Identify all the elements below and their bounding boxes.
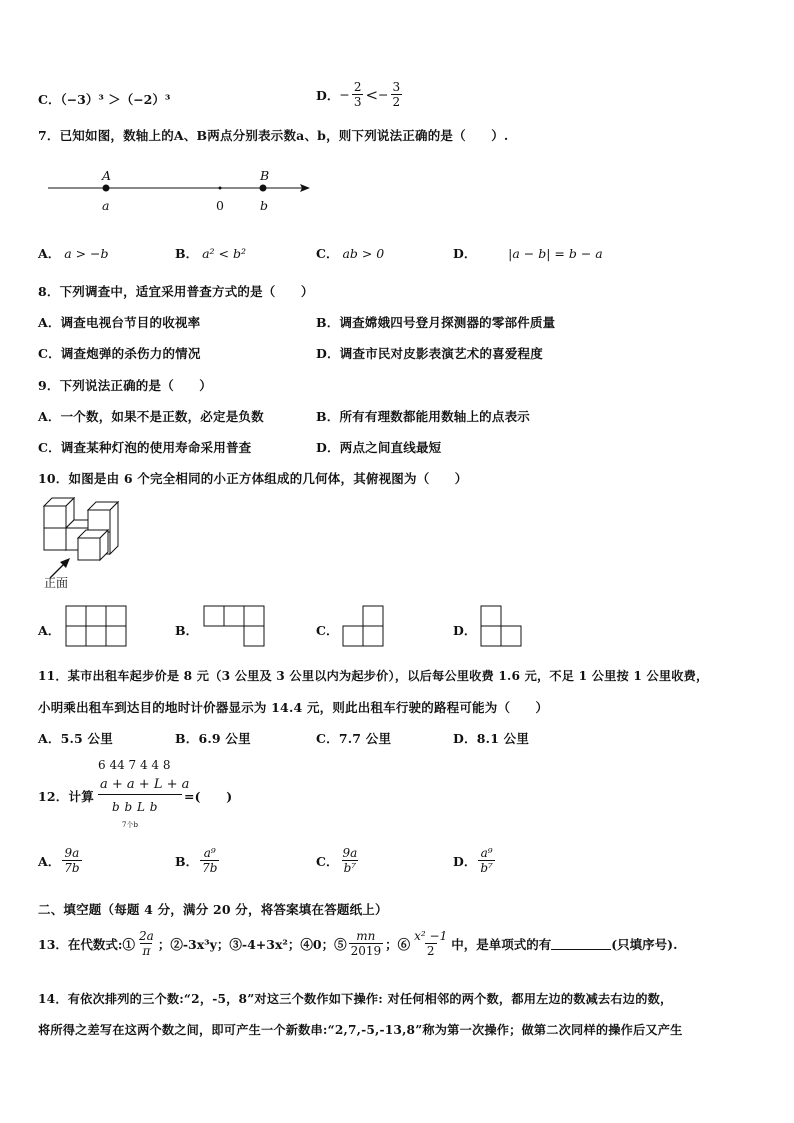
q7-option-b	[175, 244, 246, 262]
number-line	[44, 168, 324, 213]
point-b-label: B	[260, 168, 270, 183]
q8-option-a	[38, 313, 200, 331]
q12-option-c-label: C．	[316, 853, 339, 869]
zero-label: 0	[216, 198, 224, 213]
q9-option-a-label: A．	[38, 409, 61, 424]
q9-option-b	[316, 407, 530, 425]
q12-d-den: b⁷	[480, 861, 493, 875]
q10-option-d-label: D．	[453, 623, 477, 638]
q11-option-a	[38, 729, 113, 747]
q8-option-b-label: B．	[316, 315, 340, 330]
q13-answer-blank[interactable]	[551, 937, 611, 950]
q9-stem: 9．下列说法正确的是（ ）	[38, 378, 212, 393]
q13-frac2	[349, 929, 384, 958]
q9-option-d-label: D．	[316, 440, 340, 455]
q6-d-frac2-den: 2	[392, 95, 401, 109]
q12-option-c	[316, 846, 361, 875]
q12-label: 12．计算	[38, 789, 94, 804]
q12-b-den: 7b	[202, 861, 218, 875]
q13	[38, 929, 677, 958]
q10-front-label: 正面	[44, 576, 69, 590]
q8-option-a-text: 调查电视台节目的收视率	[60, 315, 201, 330]
q12-option-b	[175, 846, 221, 875]
point-a-label: A	[102, 168, 112, 183]
q11-option-b-label: B．	[175, 731, 199, 746]
q13-f1-den: π	[142, 944, 151, 958]
q7-stem: 7．已知如图，数轴上的A、B两点分别表示数a、b，则下列说法正确的是（ ）.	[38, 128, 509, 143]
q7-option-b-label: B．	[175, 246, 199, 261]
q11-option-c-text: 7.7 公里	[338, 731, 392, 746]
q13-f3-num: x² −1	[414, 929, 448, 943]
q8-option-c-text: 调查炮弹的杀伤力的情况	[60, 346, 201, 361]
q10-option-b-figure	[204, 606, 266, 648]
q12-option-c-frac	[340, 846, 359, 875]
q12-d-num: a⁹	[480, 846, 493, 860]
q8-option-a-label: A．	[38, 315, 61, 330]
q8-option-d-text: 调查市民对皮影表演艺术的喜爱程度	[339, 346, 543, 361]
q12-numerator: a + a + L + a	[100, 777, 190, 792]
q12-option-b-frac	[200, 846, 219, 875]
q8-option-b-text: 调查嫦娥四号登月探测器的零部件质量	[339, 315, 556, 330]
q12-option-a	[38, 846, 84, 875]
q6-option-d-lt: <	[365, 85, 379, 104]
q12-b-num: a⁹	[203, 846, 216, 860]
q10-option-a-label: A．	[38, 623, 61, 638]
q13-f2-den: 2019	[350, 944, 382, 958]
q12-a-num: 9a	[64, 846, 80, 860]
q9-option-b-text: 所有有理数都能用数轴上的点表示	[339, 409, 530, 424]
q12-under-brace: 7个b	[122, 821, 138, 829]
q12-option-d	[453, 846, 497, 875]
q7-option-a-text: a > −b	[64, 246, 109, 261]
q12-fraction-bar	[98, 794, 182, 795]
q11-option-a-text: 5.5 公里	[60, 731, 113, 746]
point-b-dot	[260, 185, 267, 192]
q8-option-b	[316, 313, 555, 331]
q8-option-c	[38, 344, 201, 362]
q6-option-c	[38, 90, 170, 108]
q6-option-c-text: （−3）³ ＞（−2）³	[60, 92, 171, 107]
q8-option-d	[316, 344, 543, 362]
q13-part3: ；⑥	[385, 936, 411, 952]
q10-option-c-figure	[343, 606, 385, 648]
q6-option-d-minus2: −	[378, 87, 389, 102]
q6-d-frac1-num: 2	[353, 80, 362, 94]
q8-option-c-label: C．	[38, 346, 61, 361]
q9-option-a-text: 一个数，如果不是正数，必定是负数	[60, 409, 264, 424]
q13-f2-num: mn	[356, 929, 376, 943]
q7-option-d-text: |a − b| = b − a	[508, 246, 603, 261]
q7-option-a	[38, 244, 109, 262]
q6-option-d-frac2	[391, 80, 403, 109]
q11-option-b-text: 6.9 公里	[198, 731, 251, 746]
point-a-dot	[103, 185, 110, 192]
q9-option-d	[316, 438, 441, 456]
q12-c-den: b⁷	[343, 861, 357, 875]
q9-option-b-label: B．	[316, 409, 340, 424]
q13-frac1	[137, 929, 156, 958]
q7-option-d	[453, 244, 603, 262]
q11-option-c	[316, 729, 391, 747]
q10-option-a-figure	[66, 606, 128, 648]
q6-option-c-label: C．	[38, 92, 61, 107]
q7-option-b-text: a² < b²	[202, 246, 246, 261]
q12-option-b-label: B．	[175, 853, 199, 869]
q12-c-num: 9a	[342, 846, 358, 860]
q12-option-d-frac	[478, 846, 495, 875]
q8-stem: 8．下列调查中，适宜采用普查方式的是（ ）	[38, 284, 314, 299]
q13-suffix: 中，是单项式的有	[451, 936, 552, 952]
q11-option-d-label: D．	[453, 731, 477, 746]
q12-over-brace: 6 44 7 4 4 8	[98, 758, 171, 772]
q10-option-c-label: C．	[316, 623, 339, 638]
q12-denominator: b b L b	[112, 800, 158, 814]
q11-option-b	[175, 729, 251, 747]
q13-f1-num: 2a	[139, 929, 154, 943]
q9-option-c-text: 调查某种灯泡的使用寿命采用普查	[60, 440, 252, 455]
q13-tail: (只填序号).	[611, 936, 678, 952]
q13-f3-den: 2	[426, 944, 435, 958]
q6-option-d	[316, 80, 404, 109]
q7-option-d-label: D．	[453, 246, 477, 261]
q13-part2: ；②-3x³y；③-4+3x²；④0；⑤	[157, 936, 347, 952]
q14-line2: 将所得之差写在这两个数之间，即可产生一个新数串:“2,7,-5,-13,8”称为第一次操作；做第二次同样的操作后又产生	[38, 1023, 683, 1037]
q10-option-d-figure	[481, 606, 523, 648]
q11-option-c-label: C．	[316, 731, 339, 746]
q7-option-c-text: ab > 0	[342, 246, 385, 261]
q14-line1: 14．有依次排列的三个数:“2，-5，8”对这三个数作如下操作: 对任何相邻的两个数，都用左边的数减去右边的数，	[38, 992, 673, 1006]
q8-option-d-label: D．	[316, 346, 340, 361]
section2-title: 二、填空题（每题 4 分，满分 20 分，将答案填在答题纸上）	[38, 902, 388, 917]
q6-option-d-minus: −	[339, 87, 350, 102]
q6-d-frac1-den: 3	[353, 95, 362, 109]
q7-option-c-label: C．	[316, 246, 339, 261]
q11-line2: 小明乘出租车到达目的地时计价器显示为 14.4 元，则此出租车行驶的路程可能为（ ）	[38, 700, 549, 715]
q9-option-c-label: C．	[38, 440, 61, 455]
q6-d-frac2-num: 3	[392, 80, 401, 94]
q11-option-d	[453, 729, 529, 747]
q7-option-c	[316, 244, 384, 262]
q12-option-d-label: D．	[453, 853, 477, 869]
q11-line1: 11．某市出租车起步价是 8 元（3 公里及 3 公里以内为起步价），以后每公里收费 1.6 元，不足 1 公里按 1 公里收费，	[38, 669, 709, 683]
q11-option-a-label: A．	[38, 731, 61, 746]
q12-option-a-frac	[62, 846, 81, 875]
q9-option-c	[38, 438, 251, 456]
zero-tick	[219, 187, 222, 190]
q10-option-b-label: B．	[175, 623, 199, 638]
q12-a-den: 7b	[64, 861, 80, 875]
q7-option-a-label: A．	[38, 246, 61, 261]
point-a-value: a	[102, 198, 110, 213]
point-b-value: b	[260, 198, 269, 213]
q12-equals: =( )	[184, 789, 233, 804]
q11-option-d-text: 8.1 公里	[476, 731, 530, 746]
q10-stem: 10．如图是由 6 个完全相同的小正方体组成的几何体，其俯视图为（ ）	[38, 471, 468, 486]
q9-option-d-text: 两点之间直线最短	[339, 440, 442, 455]
q6-option-d-label: D．	[316, 87, 340, 103]
q9-option-a	[38, 407, 264, 425]
q6-option-d-frac1	[352, 80, 364, 109]
q13-frac3	[412, 929, 449, 958]
q13-prefix: 13．在代数式:①	[38, 936, 136, 952]
q12-option-a-label: A．	[38, 853, 61, 869]
